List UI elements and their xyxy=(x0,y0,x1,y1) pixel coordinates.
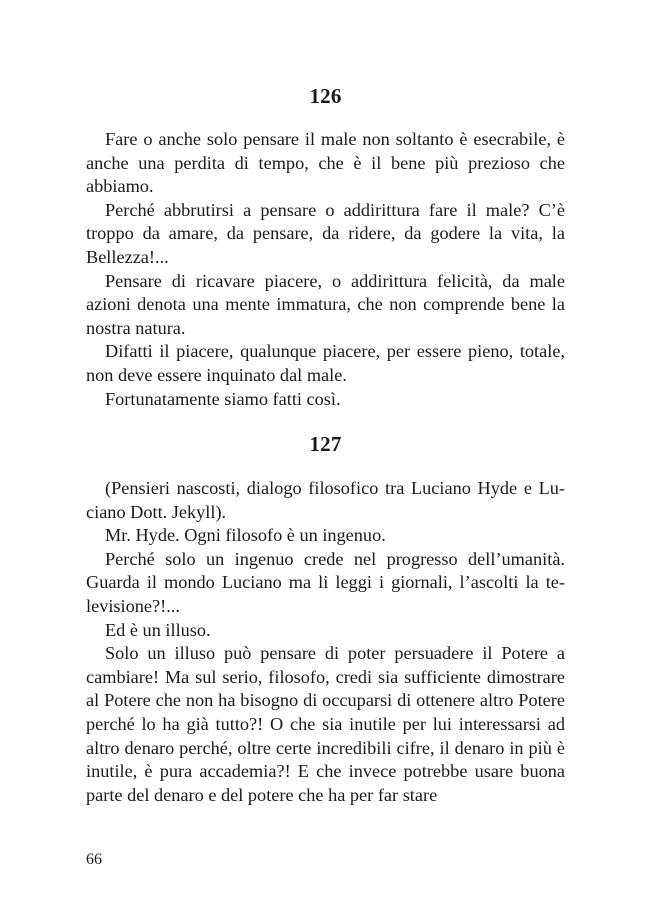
paragraph: Pensare di ricavare piacere, o addirittura felicità, da male azioni denota una mente immatura, che non comprende bene la nostra natura. xyxy=(86,270,565,338)
paragraph: Perché solo un ingenuo crede nel progresso dell’umanità. Guarda il mondo Luciano ma li leggi i giornali, l’ascolti la televisione?!... xyxy=(86,548,565,616)
paragraph: Mr. Hyde. Ogni filosofo è un ingenuo. xyxy=(105,525,386,546)
paragraph: Fortunatamente siamo fatti così. xyxy=(105,388,341,409)
section-126-body xyxy=(86,128,565,411)
paragraph: Fare o anche solo pensare il male non soltanto è esecrabile, è anche una perdita di tempo, che è il bene più prezioso che abbiamo. xyxy=(86,129,565,197)
page-number: 66 xyxy=(86,851,102,868)
paragraph: Difatti il piacere, qualunque piacere, per essere pieno, totale, non deve essere inquinato dal male. xyxy=(86,341,565,385)
paragraph: (Pensieri nascosti, dialogo filosofico tra Luciano Hyde e Luciano Dott. Jekyll). xyxy=(86,478,565,522)
paragraph: Ed è un illuso. xyxy=(105,619,211,640)
section-127-body xyxy=(86,477,565,807)
section-number-126: 126 xyxy=(309,84,342,108)
paragraph: Perché abbrutirsi a pensare o addirittura fare il male? C’è troppo da amare, da pensare, da ridere, da godere la vita, la Bellezza!... xyxy=(86,199,565,267)
paragraph: Solo un illuso può pensare di poter persuadere il Potere a cambiare! Ma sul serio, filosofo, credi sia sufficiente dimostrare al Potere che non ha bisogno di occuparsi di ottenere altro Potere perché lo ha già tutto?! O che sia inutile per lui interessarsi ad altro denaro perché, oltre certe incredibili cifre, il denaro in più è inutile, è pura accademia?! E che invece potrebbe usare buona parte del denaro e del potere che ha per far stare xyxy=(86,643,565,805)
section-number-127: 127 xyxy=(309,432,342,456)
